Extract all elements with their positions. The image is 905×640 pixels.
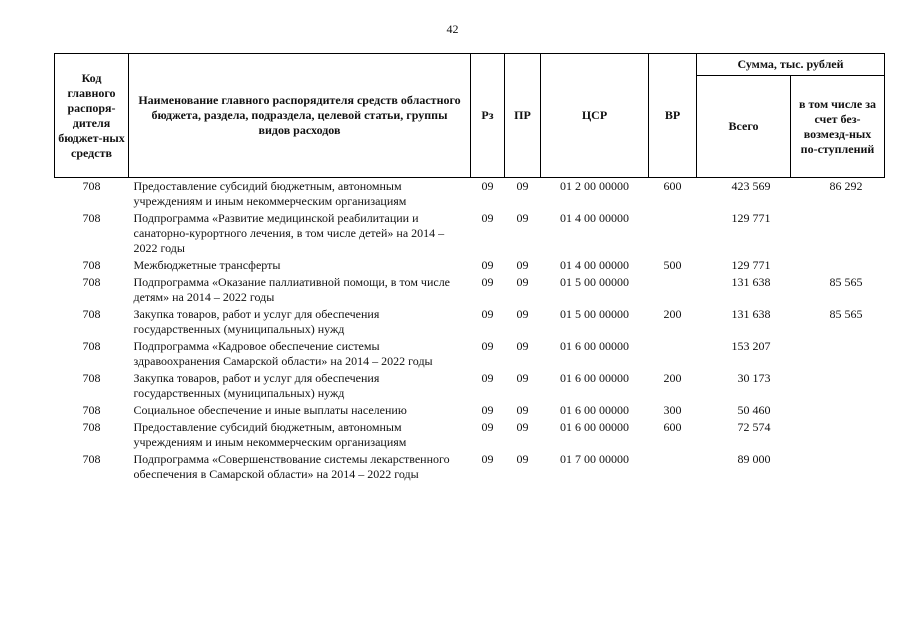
cell-code: 708 [82,420,101,434]
header-sum: Сумма, тыс. рублей [697,54,885,76]
cell-name: Подпрограмма «Кадровое обеспечение системы здравоохранения Самарской области» на 2014 – 2022 годы [133,339,433,368]
cell-total: 131 638 [731,307,771,321]
cell-pr: 09 [516,420,529,434]
table-row [55,257,885,274]
cell-total: 129 771 [731,211,771,225]
table-row [55,210,885,257]
cell-total: 89 000 [737,452,771,466]
table-row [55,419,885,451]
table-row [55,306,885,338]
cell-code: 708 [82,275,101,289]
cell-free [791,210,885,257]
cell-csr: 01 6 00 00000 [560,420,629,434]
cell-free: 86 292 [829,179,863,193]
cell-pr: 09 [516,275,529,289]
cell-name: Социальное обеспечение и иные выплаты населению [133,403,407,417]
cell-free [791,419,885,451]
cell-name: Предоставление субсидий бюджетным, автономным учреждениям и иным некоммерческим организациям [133,420,407,449]
header-code: Код главного распоря-дителя бюджет-ных средств [55,54,129,178]
cell-rz: 09 [481,371,494,385]
cell-code: 708 [82,258,101,272]
table-row [55,451,885,483]
cell-pr: 09 [516,339,529,353]
cell-csr: 01 6 00 00000 [560,371,629,385]
cell-vr: 600 [663,420,682,434]
cell-free [791,257,885,274]
budget-table [54,53,885,483]
header-csr: ЦСР [541,54,649,178]
header-total: Всего [697,76,791,178]
cell-rz: 09 [481,307,494,321]
cell-csr: 01 6 00 00000 [560,339,629,353]
cell-code: 708 [82,307,101,321]
table-header [55,54,885,178]
cell-total: 72 574 [737,420,771,434]
cell-name: Подпрограмма «Оказание паллиативной помощи, в том числе детям» на 2014 – 2022 годы [133,275,451,304]
cell-vr: 500 [663,258,682,272]
cell-rz: 09 [481,258,494,272]
cell-free [791,370,885,402]
cell-name: Предоставление субсидий бюджетным, автономным учреждениям и иным некоммерческим организациям [133,179,407,208]
cell-code: 708 [82,179,101,193]
cell-vr [649,451,697,483]
cell-rz: 09 [481,452,494,466]
cell-free [791,451,885,483]
cell-pr: 09 [516,307,529,321]
header-pr: ПР [505,54,541,178]
cell-csr: 01 7 00 00000 [560,452,629,466]
cell-vr [649,274,697,306]
cell-vr: 200 [663,371,682,385]
cell-free [791,338,885,370]
cell-vr: 200 [663,307,682,321]
cell-free [791,402,885,419]
cell-total: 153 207 [731,339,771,353]
cell-rz: 09 [481,275,494,289]
cell-csr: 01 4 00 00000 [560,258,629,272]
cell-name: Закупка товаров, работ и услуг для обеспечения государственных (муниципальных) нужд [133,371,380,400]
cell-vr: 600 [663,179,682,193]
header-rz: Рз [471,54,505,178]
cell-pr: 09 [516,211,529,225]
cell-pr: 09 [516,403,529,417]
table-row [55,338,885,370]
header-name: Наименование главного распорядителя средств областного бюджета, раздела, подраздела, целевой статьи, группы видов расходов [129,54,471,178]
cell-vr [649,210,697,257]
cell-csr: 01 6 00 00000 [560,403,629,417]
cell-rz: 09 [481,339,494,353]
cell-pr: 09 [516,179,529,193]
cell-rz: 09 [481,179,494,193]
cell-rz: 09 [481,420,494,434]
table-row [55,178,885,211]
table-body [55,178,885,484]
cell-vr [649,338,697,370]
page-number: 42 [446,22,459,36]
header-free: в том числе за счет без-возмезд-ных по-ступлений [791,76,885,178]
cell-name: Подпрограмма «Развитие медицинской реабилитации и санаторно-курортного лечения, в том числе детей» на 2014 – 2022 годы [133,211,445,255]
cell-name: Подпрограмма «Совершенствование системы лекарственного обеспечения в Самарской области» на 2014 – 2022 годы [133,452,450,481]
cell-rz: 09 [481,211,494,225]
cell-pr: 09 [516,452,529,466]
cell-csr: 01 5 00 00000 [560,275,629,289]
cell-code: 708 [82,452,101,466]
header-vr: ВР [649,54,697,178]
cell-vr: 300 [663,403,682,417]
cell-free: 85 565 [829,307,863,321]
cell-total: 131 638 [731,275,771,289]
cell-csr: 01 4 00 00000 [560,211,629,225]
cell-code: 708 [82,339,101,353]
cell-code: 708 [82,371,101,385]
cell-pr: 09 [516,371,529,385]
cell-total: 50 460 [737,403,771,417]
cell-total: 30 173 [737,371,771,385]
cell-rz: 09 [481,403,494,417]
cell-name: Межбюджетные трансферты [133,258,281,272]
cell-pr: 09 [516,258,529,272]
cell-code: 708 [82,211,101,225]
cell-code: 708 [82,403,101,417]
cell-csr: 01 2 00 00000 [560,179,629,193]
cell-name: Закупка товаров, работ и услуг для обеспечения государственных (муниципальных) нужд [133,307,380,336]
table-row [55,274,885,306]
cell-csr: 01 5 00 00000 [560,307,629,321]
table-row [55,402,885,419]
cell-free: 85 565 [829,275,863,289]
table-row [55,370,885,402]
cell-total: 423 569 [731,179,771,193]
cell-total: 129 771 [731,258,771,272]
